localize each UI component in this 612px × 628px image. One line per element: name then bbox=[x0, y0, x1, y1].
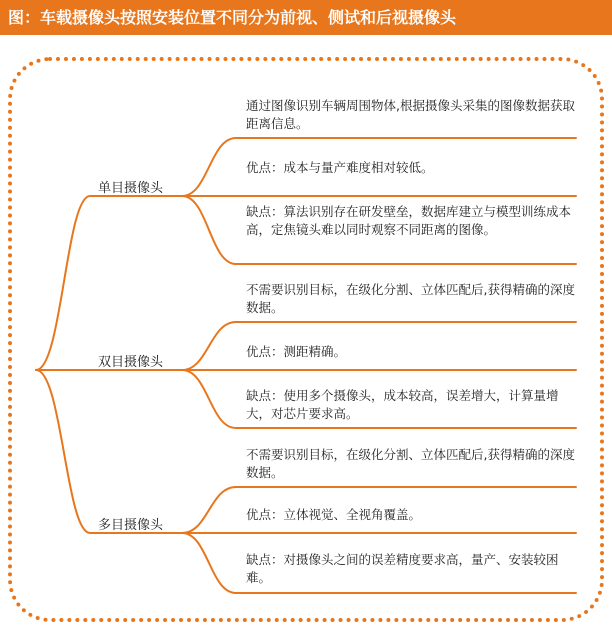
leaf-multi-cons: 缺点：对摄像头之间的误差精度要求高，量产、安装较困难。 bbox=[246, 552, 559, 585]
leaf-multi-description: 不需要识别目标，在级化分割、立体匹配后,获得精确的深度数据。 bbox=[246, 447, 575, 480]
branch-label-multi: 多目摄像头 bbox=[98, 518, 164, 533]
leaf-multi-pros: 优点：立体视觉、全视角覆盖。 bbox=[246, 507, 422, 522]
branch-label-stereo: 双目摄像头 bbox=[98, 355, 164, 370]
root-to-multi bbox=[36, 370, 182, 533]
leaf-stereo-description: 不需要识别目标，在级化分割、立体匹配后,获得精确的深度数据。 bbox=[246, 282, 575, 315]
branch-label-mono: 单目摄像头 bbox=[98, 181, 164, 196]
figure-title: 图：车载摄像头按照安装位置不同分为前视、侧试和后视摄像头 bbox=[0, 0, 612, 35]
leaf-mono-pros: 优点：成本与量产难度相对较低。 bbox=[246, 160, 434, 175]
leaf-stereo-cons: 缺点：使用多个摄像头，成本较高，误差增大，计算量增大，对芯片要求高。 bbox=[246, 388, 559, 421]
leaf-stereo-pros: 优点：测距精确。 bbox=[246, 344, 347, 359]
leaf-mono-description: 通过图像识别车辆周围物体,根据摄像头采集的图像数据获取距离信息。 bbox=[246, 98, 575, 131]
leaf-mono-cons: 缺点：算法识别存在研发壁垒，数据库建立与模型训练成本高，定焦镜头难以同时观察不同距离的图像。 bbox=[246, 204, 572, 237]
root-to-mono bbox=[36, 196, 182, 370]
